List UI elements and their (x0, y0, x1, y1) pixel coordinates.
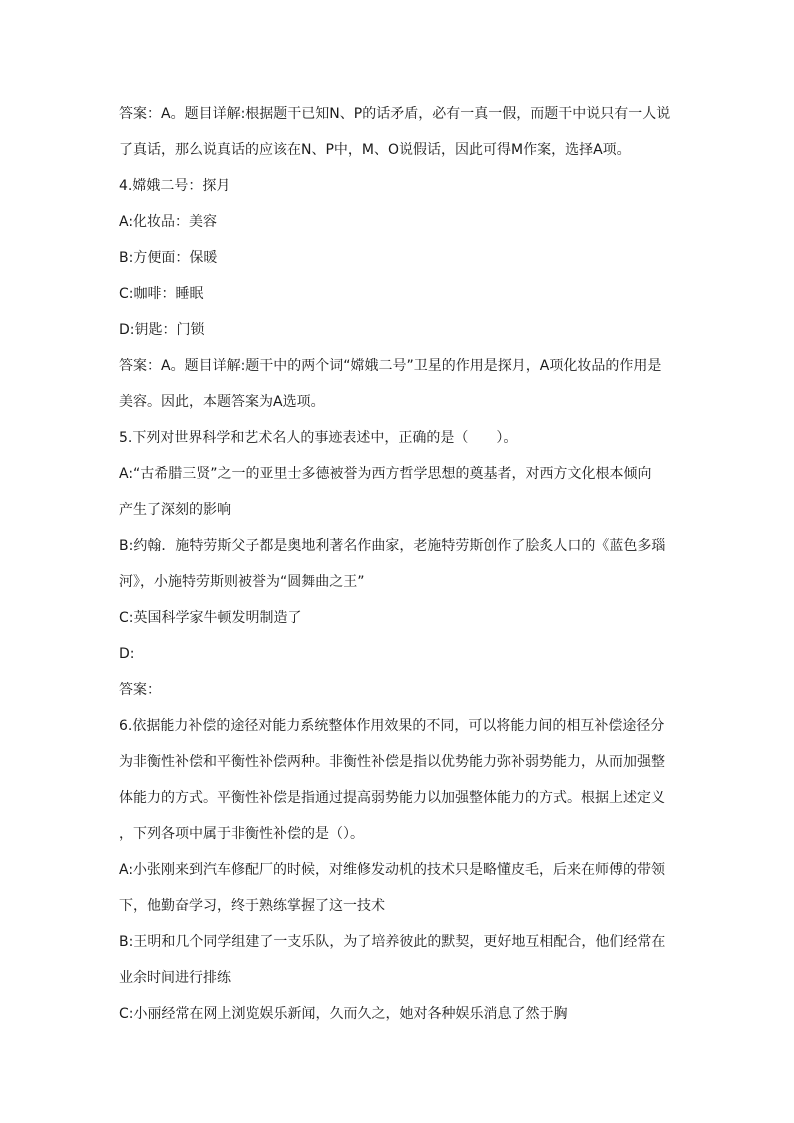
question-6-option-b-line-1: B:王明和几个同学组建了一支乐队，为了培养彼此的默契，更好地互相配合，他们经常在 (119, 934, 666, 950)
question-6-stem-line-4: ，下列各项中属于非衡性补偿的是（）。 (119, 826, 364, 842)
answer-4-text-line-2: 美容。因此，本题答案为A选项。 (119, 394, 325, 410)
question-4-stem: 4.嫦娥二号：探月 (119, 178, 231, 194)
question-6-stem-line-3: 体能力的方式。平衡性补偿是指通过提高弱势能力以加强整体能力的方式。根据上述定义 (119, 790, 665, 806)
question-4-option-b: B:方便面：保暖 (119, 250, 218, 266)
question-5-option-c: C:英国科学家牛顿发明制造了 (119, 610, 302, 626)
question-6-option-c: C:小丽经常在网上浏览娱乐新闻，久而久之，她对各种娱乐消息了然于胸 (119, 1006, 568, 1022)
question-4-option-a: A:化妆品：美容 (119, 214, 218, 230)
question-6-option-b-line-2: 业余时间进行排练 (119, 970, 231, 986)
question-5-option-a-line-2: 产生了深刻的影响 (119, 502, 231, 518)
question-6-stem-line-2: 为非衡性补偿和平衡性补偿两种。非衡性补偿是指以优势能力弥补弱势能力，从而加强整 (119, 754, 665, 770)
question-6-option-a-line-2: 下，他勤奋学习，终于熟练掌握了这一技术 (119, 898, 385, 914)
question-6-option-a-line-1: A:小张刚来到汽车修配厂的时候，对维修发动机的技术只是略懂皮毛，后来在师傅的带领 (119, 862, 666, 878)
answer-4-text-line-1: 答案：A。题目详解:题干中的两个词“嫦娥二号”卫星的作用是探月，A项化妆品的作用是 (119, 358, 662, 374)
question-5-option-b-line-2: 河》，小施特劳斯则被誉为“圆舞曲之王” (119, 574, 365, 590)
question-5-option-d: D: (119, 646, 135, 662)
question-5-option-b-line-1: B:约翰．施特劳斯父子都是奥地利著名作曲家，老施特劳斯创作了脍炙人口的《蓝色多瑙 (119, 538, 666, 554)
document-body (119, 101, 679, 1037)
question-4-option-c: C:咖啡：睡眠 (119, 286, 204, 302)
answer-3-text-line-1: 答案：A。题目详解:根据题干已知N、P的话矛盾，必有一真一假，而题干中说只有一人说 (119, 106, 671, 122)
question-6-stem-line-1: 6.依据能力补偿的途径对能力系统整体作用效果的不同，可以将能力间的相互补偿途径分 (119, 718, 665, 734)
question-4-option-d: D:钥匙：门锁 (119, 322, 205, 338)
answer-5-text: 答案： (119, 682, 161, 698)
question-5-stem: 5.下列对世界科学和艺术名人的事迹表述中，正确的是（ ）。 (119, 430, 518, 446)
answer-3-text-line-2: 了真话，那么说真话的应该在N、P中，M、O说假话，因此可得M作案，选择A项。 (119, 142, 631, 158)
question-5-option-a-line-1: A:“古希腊三贤”之一的亚里士多德被誉为西方哲学思想的奠基者，对西方文化根本倾向 (119, 466, 652, 482)
